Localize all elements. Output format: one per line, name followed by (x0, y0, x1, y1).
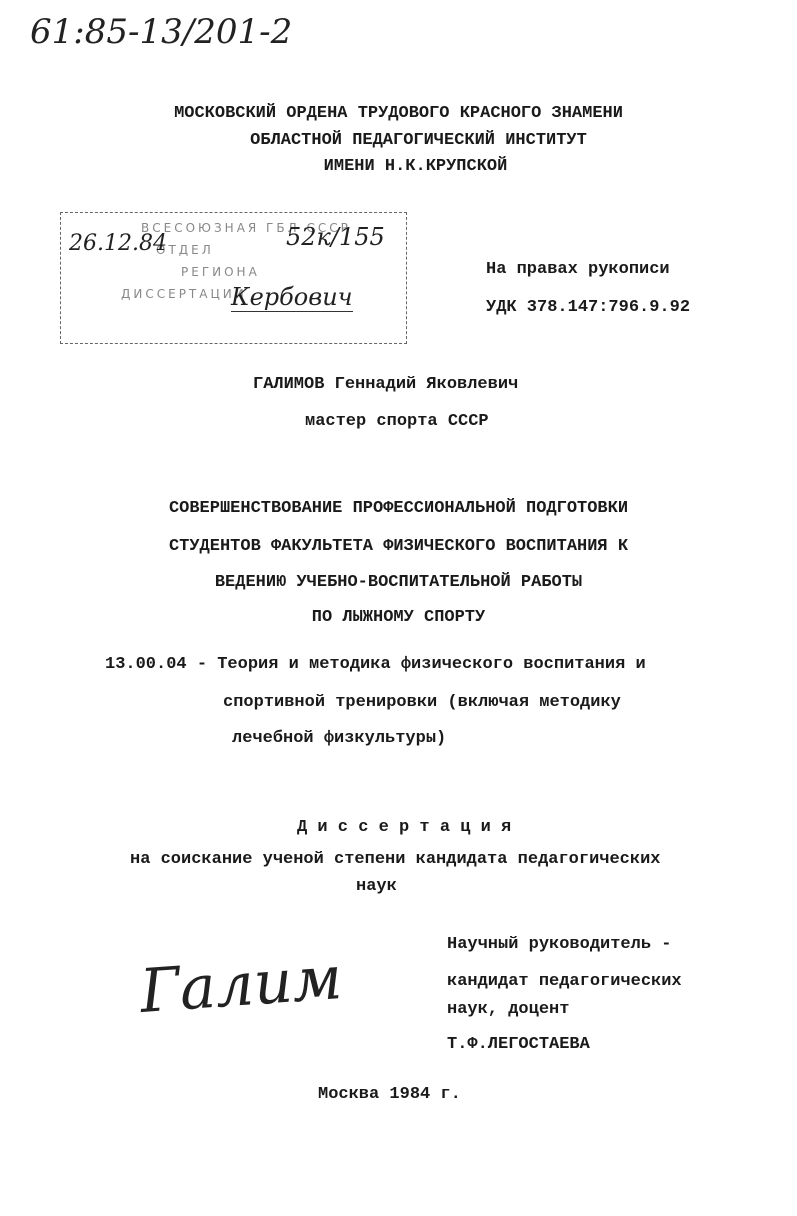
library-stamp: ВСЕСОЮЗНАЯ ГБЛ СССР ОТДЕЛ РЕГИОНА ДИССЕРТАЦИИ 26.12.84 52к/155 Кербович (60, 212, 407, 344)
title-line-2: СТУДЕНТОВ ФАКУЛЬТЕТА ФИЗИЧЕСКОГО ВОСПИТАНИЯ К (168, 537, 629, 556)
city-year: Москва 1984 г. (318, 1085, 461, 1104)
institution-line-1: МОСКОВСКИЙ ОРДЕНА ТРУДОВОГО КРАСНОГО ЗНАМЕНИ (174, 104, 623, 123)
institution-line-3: ИМЕНИ Н.К.КРУПСКОЙ (323, 157, 508, 176)
document-type: Д и с с е р т а ц и я (297, 818, 512, 837)
stamp-number: 52к/155 (286, 223, 385, 251)
supervisor-degree: кандидат педагогических (447, 972, 682, 991)
title-line-1: СОВЕРШЕНСТВОВАНИЕ ПРОФЕССИОНАЛЬНОЙ ПОДГОТОВКИ (168, 499, 629, 518)
specialty-line-3: лечебной физкультуры) (232, 729, 447, 748)
degree-line-1: на соискание ученой степени кандидата педагогических (130, 850, 661, 869)
stamp-signature: Кербович (231, 283, 353, 311)
specialty-line-2: спортивной тренировки (включая методику (223, 693, 621, 712)
author-title: мастер спорта СССР (305, 412, 489, 431)
supervisor-name: Т.Ф.ЛЕГОСТАЕВА (447, 1035, 590, 1054)
author-signature: Галим (137, 943, 345, 1027)
author-name: ГАЛИМОВ Геннадий Яковлевич (253, 375, 519, 394)
degree-line-2: наук (356, 877, 397, 896)
specialty-line-1: 13.00.04 - Теория и методика физического воспитания и (105, 655, 646, 674)
title-line-4: ПО ЛЫЖНОМУ СПОРТУ (311, 608, 486, 627)
rights-note: На правах рукописи (486, 260, 670, 279)
supervisor-role: Научный руководитель - (447, 935, 672, 954)
stamp-date: 26.12.84 (69, 231, 167, 256)
archive-number-handwritten: 61:85-13/201-2 (30, 12, 293, 52)
institution-line-2: ОБЛАСТНОЙ ПЕДАГОГИЧЕСКИЙ ИНСТИТУТ (250, 131, 587, 150)
supervisor-rank: наук, доцент (447, 1000, 570, 1019)
title-line-3: ВЕДЕНИЮ УЧЕБНО-ВОСПИТАТЕЛЬНОЙ РАБОТЫ (214, 573, 583, 592)
udc-code: УДК 378.147:796.9.92 (486, 298, 691, 317)
